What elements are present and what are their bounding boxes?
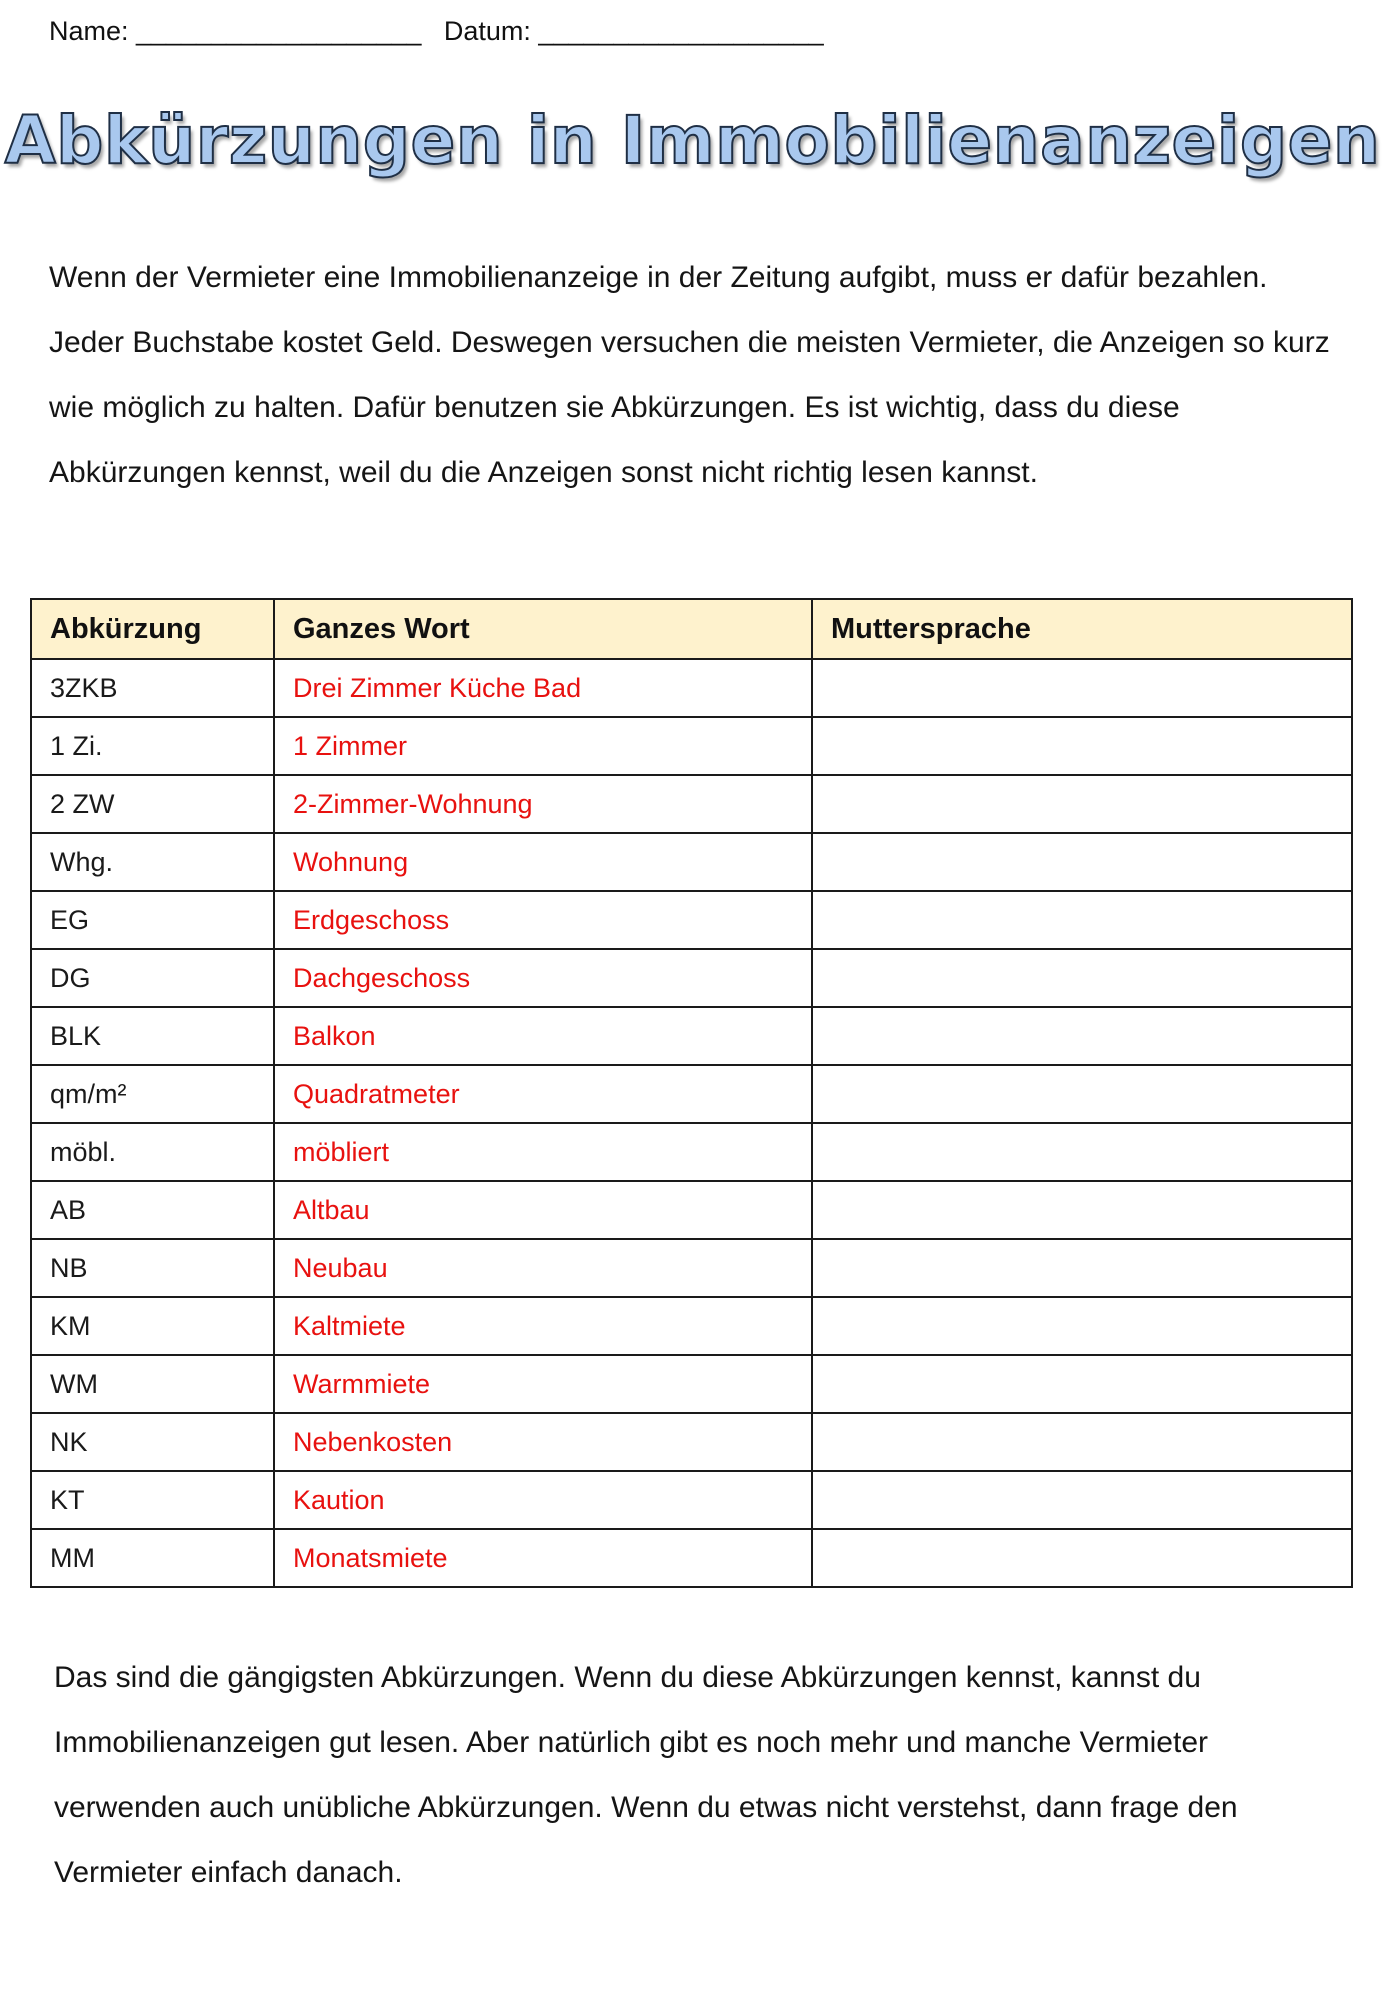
full-word-cell: Nebenkosten [274, 1413, 812, 1471]
native-language-cell[interactable] [812, 1065, 1352, 1123]
table-row [31, 1297, 1352, 1355]
native-language-cell[interactable] [812, 1239, 1352, 1297]
table-row [31, 1355, 1352, 1413]
abbreviation-cell: MM [31, 1529, 274, 1587]
native-language-cell[interactable] [812, 717, 1352, 775]
abbreviation-cell: möbl. [31, 1123, 274, 1181]
full-word-cell: 1 Zimmer [274, 717, 812, 775]
table-row [31, 949, 1352, 1007]
abbreviation-cell: NK [31, 1413, 274, 1471]
abbreviation-cell: BLK [31, 1007, 274, 1065]
abbreviation-cell: AB [31, 1181, 274, 1239]
table-row [31, 833, 1352, 891]
abbreviation-cell: qm/m² [31, 1065, 274, 1123]
worksheet-header [49, 16, 824, 47]
native-language-cell[interactable] [812, 891, 1352, 949]
table-row [31, 1471, 1352, 1529]
table-row [31, 1123, 1352, 1181]
page-title: Abkürzungen in Immobilienanzeigen [4, 102, 1381, 179]
native-language-cell[interactable] [812, 1123, 1352, 1181]
full-word-cell: Erdgeschoss [274, 891, 812, 949]
table-row [31, 1065, 1352, 1123]
table-row [31, 659, 1352, 717]
full-word-cell: Altbau [274, 1181, 812, 1239]
outro-paragraph: Das sind die gängigsten Abkürzungen. Wenn du diese Abkürzungen kennst, kannst du Immobilienanzeigen gut lesen. Aber natürlich gibt es noch mehr und manche Vermieter verwenden auch unübliche Abkürzungen. Wenn du etwas nicht verstehst, dann frage den Vermieter einfach danach. [54, 1661, 1238, 1889]
abbreviation-cell: KM [31, 1297, 274, 1355]
intro-paragraph: Wenn der Vermieter eine Immobilienanzeige in der Zeitung aufgibt, muss er dafür bezahlen. Jeder Buchstabe kostet Geld. Deswegen versuchen die meisten Vermieter, die Anzeigen so kurz wie möglich zu halten. Dafür benutzen sie Abkürzungen. Es ist wichtig, dass du diese Abkürzungen kennst, weil du die Anzeigen sonst nicht richtig lesen kannst. [49, 261, 1330, 489]
table-row [31, 891, 1352, 949]
abbreviation-cell: KT [31, 1471, 274, 1529]
full-word-cell: Kaltmiete [274, 1297, 812, 1355]
abbreviation-cell: NB [31, 1239, 274, 1297]
full-word-cell: Neubau [274, 1239, 812, 1297]
abbreviation-table [30, 598, 1353, 1588]
name-field-label: Name: ___________________ [49, 16, 422, 46]
native-language-cell[interactable] [812, 1297, 1352, 1355]
native-language-cell[interactable] [812, 1007, 1352, 1065]
table-row [31, 1413, 1352, 1471]
native-language-cell[interactable] [812, 1529, 1352, 1587]
abbreviation-cell: Whg. [31, 833, 274, 891]
full-word-cell: 2-Zimmer-Wohnung [274, 775, 812, 833]
column-header-abbreviation: Abkürzung [31, 599, 274, 659]
date-field-label: Datum: ___________________ [443, 16, 824, 46]
abbreviation-cell: EG [31, 891, 274, 949]
table-row [31, 775, 1352, 833]
full-word-cell: Dachgeschoss [274, 949, 812, 1007]
native-language-cell[interactable] [812, 1471, 1352, 1529]
column-header-native-language: Muttersprache [812, 599, 1352, 659]
full-word-cell: Wohnung [274, 833, 812, 891]
table-header-row [31, 599, 1352, 659]
full-word-cell: Kaution [274, 1471, 812, 1529]
table-row [31, 717, 1352, 775]
abbreviation-cell: 2 ZW [31, 775, 274, 833]
table-row [31, 1181, 1352, 1239]
native-language-cell[interactable] [812, 659, 1352, 717]
native-language-cell[interactable] [812, 1355, 1352, 1413]
table-row [31, 1529, 1352, 1587]
native-language-cell[interactable] [812, 1413, 1352, 1471]
column-header-full-word: Ganzes Wort [274, 599, 812, 659]
abbreviation-cell: 1 Zi. [31, 717, 274, 775]
full-word-cell: Drei Zimmer Küche Bad [274, 659, 812, 717]
full-word-cell: Warmmiete [274, 1355, 812, 1413]
native-language-cell[interactable] [812, 775, 1352, 833]
full-word-cell: Quadratmeter [274, 1065, 812, 1123]
table-row [31, 1007, 1352, 1065]
abbreviation-cell: 3ZKB [31, 659, 274, 717]
full-word-cell: Monatsmiete [274, 1529, 812, 1587]
table-row [31, 1239, 1352, 1297]
abbreviation-cell: WM [31, 1355, 274, 1413]
native-language-cell[interactable] [812, 1181, 1352, 1239]
native-language-cell[interactable] [812, 949, 1352, 1007]
native-language-cell[interactable] [812, 833, 1352, 891]
full-word-cell: möbliert [274, 1123, 812, 1181]
full-word-cell: Balkon [274, 1007, 812, 1065]
abbreviation-cell: DG [31, 949, 274, 1007]
